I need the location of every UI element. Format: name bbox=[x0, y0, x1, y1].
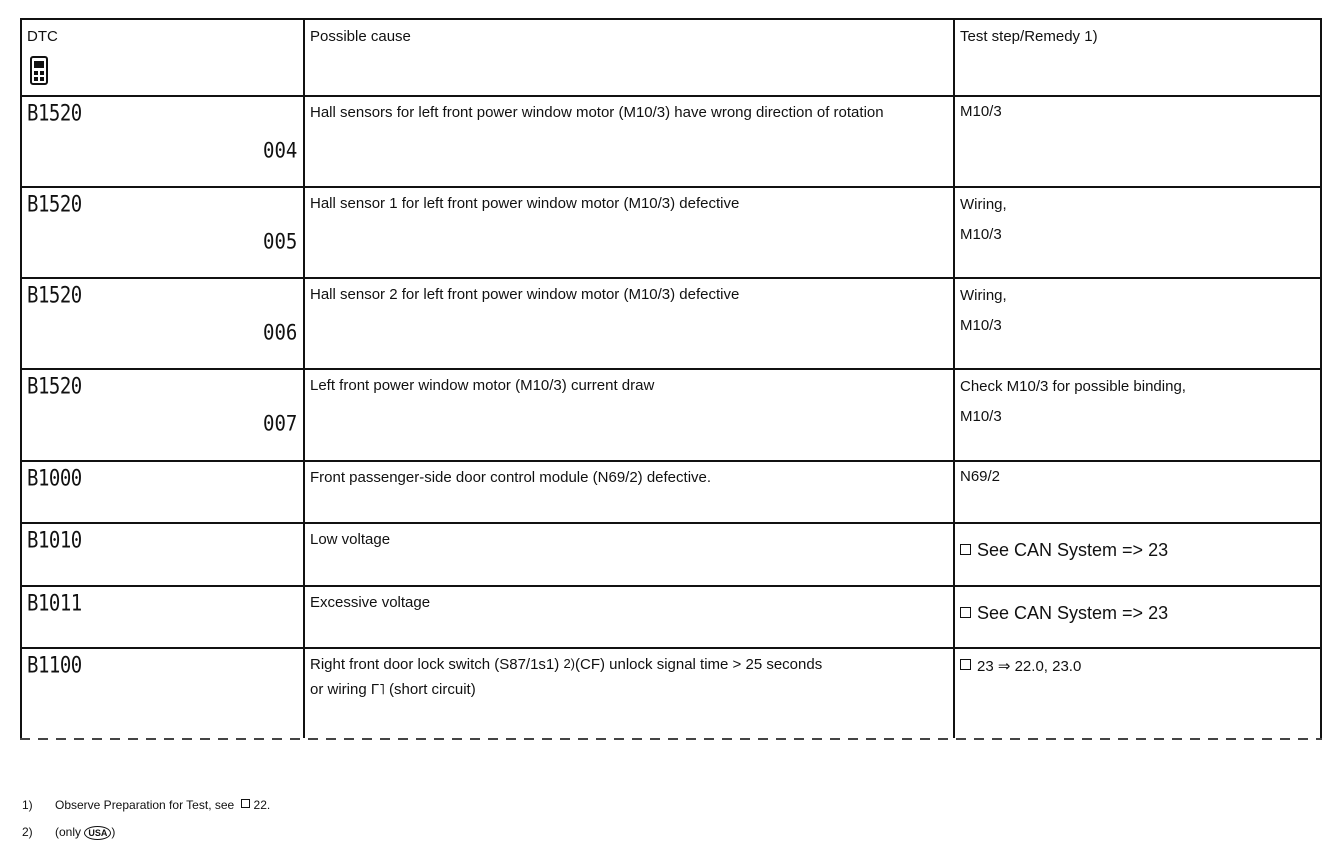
dtc-code: B1520 bbox=[27, 192, 82, 218]
cause-text bbox=[305, 649, 953, 702]
table-row bbox=[22, 370, 1320, 462]
remedy-text: See CAN System => 23 bbox=[977, 540, 1169, 560]
footnote-number: 1) bbox=[22, 798, 33, 812]
header-dtc: DTC bbox=[27, 28, 58, 45]
usa-badge-icon: USA bbox=[84, 826, 111, 840]
table-row bbox=[22, 649, 1320, 738]
cause-text: Front passenger-side door control module (N69/2) defective. bbox=[310, 469, 712, 486]
dtc-cell bbox=[22, 188, 305, 277]
dtc-cell bbox=[22, 524, 305, 585]
header-remedy-label: Test step/Remedy bbox=[960, 28, 1081, 45]
reference-box-icon bbox=[960, 607, 971, 618]
footnote-text-b: 22. bbox=[253, 798, 271, 812]
cause-cell bbox=[305, 587, 955, 647]
footnote-number: 2) bbox=[22, 825, 33, 839]
remedy-text: 23 ⇒ 22.0, 23.0 bbox=[977, 658, 1082, 675]
cause-text-b: (CF) unlock signal time > 25 seconds bbox=[575, 656, 823, 673]
remedy-line bbox=[955, 587, 1320, 624]
remedy-line bbox=[955, 524, 1320, 561]
dtc-subcode: 007 bbox=[263, 412, 298, 437]
short-circuit-symbol: Γ˥ bbox=[370, 681, 385, 698]
cause-cell bbox=[305, 279, 955, 368]
table-row bbox=[22, 524, 1320, 587]
cause-text: Left front power window motor (M10/3) current draw bbox=[310, 377, 655, 394]
remedy-line: Check M10/3 for possible binding, bbox=[960, 378, 1186, 395]
header-remedy-cell bbox=[955, 20, 1320, 95]
header-remedy bbox=[955, 20, 1320, 45]
footnote-ref: 2) bbox=[563, 656, 576, 671]
table-row bbox=[22, 279, 1320, 370]
dtc-cell bbox=[22, 587, 305, 647]
dtc-code: B1520 bbox=[27, 283, 82, 309]
dtc-cell bbox=[22, 462, 305, 522]
reference-box-icon bbox=[241, 799, 250, 808]
remedy-line: M10/3 bbox=[960, 317, 1002, 334]
remedy-line: M10/3 bbox=[960, 408, 1002, 425]
footnote-2 bbox=[22, 825, 115, 840]
cause-text: Hall sensor 1 for left front power window motor (M10/3) defective bbox=[310, 195, 740, 212]
cause-text: Hall sensors for left front power window motor (M10/3) have wrong direction of rotation bbox=[310, 104, 884, 121]
reference-box-icon bbox=[960, 544, 971, 555]
footnote-text: (only bbox=[55, 825, 82, 839]
cause-cell bbox=[305, 462, 955, 522]
remedy-line: M10/3 bbox=[960, 103, 1002, 120]
cause-text-c: or wiring bbox=[310, 681, 367, 698]
footnote-1 bbox=[22, 798, 270, 812]
table-row bbox=[22, 462, 1320, 524]
dtc-subcode: 006 bbox=[263, 321, 298, 346]
reference-box-icon bbox=[960, 659, 971, 670]
footnote-text: Observe Preparation for Test, see bbox=[55, 798, 235, 812]
dtc-cell bbox=[22, 649, 305, 738]
dtc-code: B1010 bbox=[27, 528, 82, 554]
remedy-line: Wiring, bbox=[960, 287, 1007, 304]
cause-cell bbox=[305, 649, 955, 738]
remedy-text: See CAN System => 23 bbox=[977, 603, 1169, 623]
dtc-subcode: 005 bbox=[263, 230, 298, 255]
cause-text: Low voltage bbox=[310, 531, 391, 548]
remedy-cell bbox=[955, 370, 1320, 460]
remedy-line: M10/3 bbox=[960, 226, 1002, 243]
dtc-table bbox=[20, 18, 1322, 738]
header-remedy-ref: 1) bbox=[1084, 28, 1098, 45]
remedy-cell bbox=[955, 97, 1320, 186]
dtc-subcode: 004 bbox=[263, 139, 298, 164]
remedy-line: Wiring, bbox=[960, 196, 1007, 213]
table-cut-line bbox=[20, 738, 1322, 740]
table-header-row bbox=[22, 20, 1320, 97]
remedy-cell bbox=[955, 462, 1320, 522]
footnote-text-b: ) bbox=[111, 825, 116, 839]
table-row bbox=[22, 587, 1320, 649]
dtc-code: B1520 bbox=[27, 101, 82, 127]
cause-cell bbox=[305, 97, 955, 186]
header-cause: Possible cause bbox=[310, 28, 411, 45]
dtc-cell bbox=[22, 279, 305, 368]
cause-text: Excessive voltage bbox=[310, 594, 431, 611]
header-dtc-cell bbox=[22, 20, 305, 95]
remedy-cell bbox=[955, 188, 1320, 277]
dtc-code: B1100 bbox=[27, 653, 82, 679]
remedy-cell bbox=[955, 524, 1320, 585]
remedy-cell bbox=[955, 649, 1320, 738]
cause-cell bbox=[305, 188, 955, 277]
cause-cell bbox=[305, 524, 955, 585]
cause-text-d: (short circuit) bbox=[389, 681, 476, 698]
cause-text: Hall sensor 2 for left front power window motor (M10/3) defective bbox=[310, 286, 740, 303]
header-cause-cell bbox=[305, 20, 955, 95]
dtc-code: B1520 bbox=[27, 374, 82, 400]
dtc-code: B1011 bbox=[27, 591, 82, 617]
dtc-cell bbox=[22, 370, 305, 460]
table-row bbox=[22, 188, 1320, 279]
remedy-cell bbox=[955, 279, 1320, 368]
cause-cell bbox=[305, 370, 955, 460]
remedy-cell bbox=[955, 587, 1320, 647]
cause-text-a: Right front door lock switch (S87/1s1) bbox=[310, 656, 560, 673]
table-row bbox=[22, 97, 1320, 188]
diagnostic-tester-icon bbox=[29, 56, 49, 86]
remedy-line: N69/2 bbox=[960, 468, 1001, 485]
remedy-line bbox=[955, 649, 1320, 679]
dtc-code: B1000 bbox=[27, 466, 82, 492]
dtc-cell bbox=[22, 97, 305, 186]
